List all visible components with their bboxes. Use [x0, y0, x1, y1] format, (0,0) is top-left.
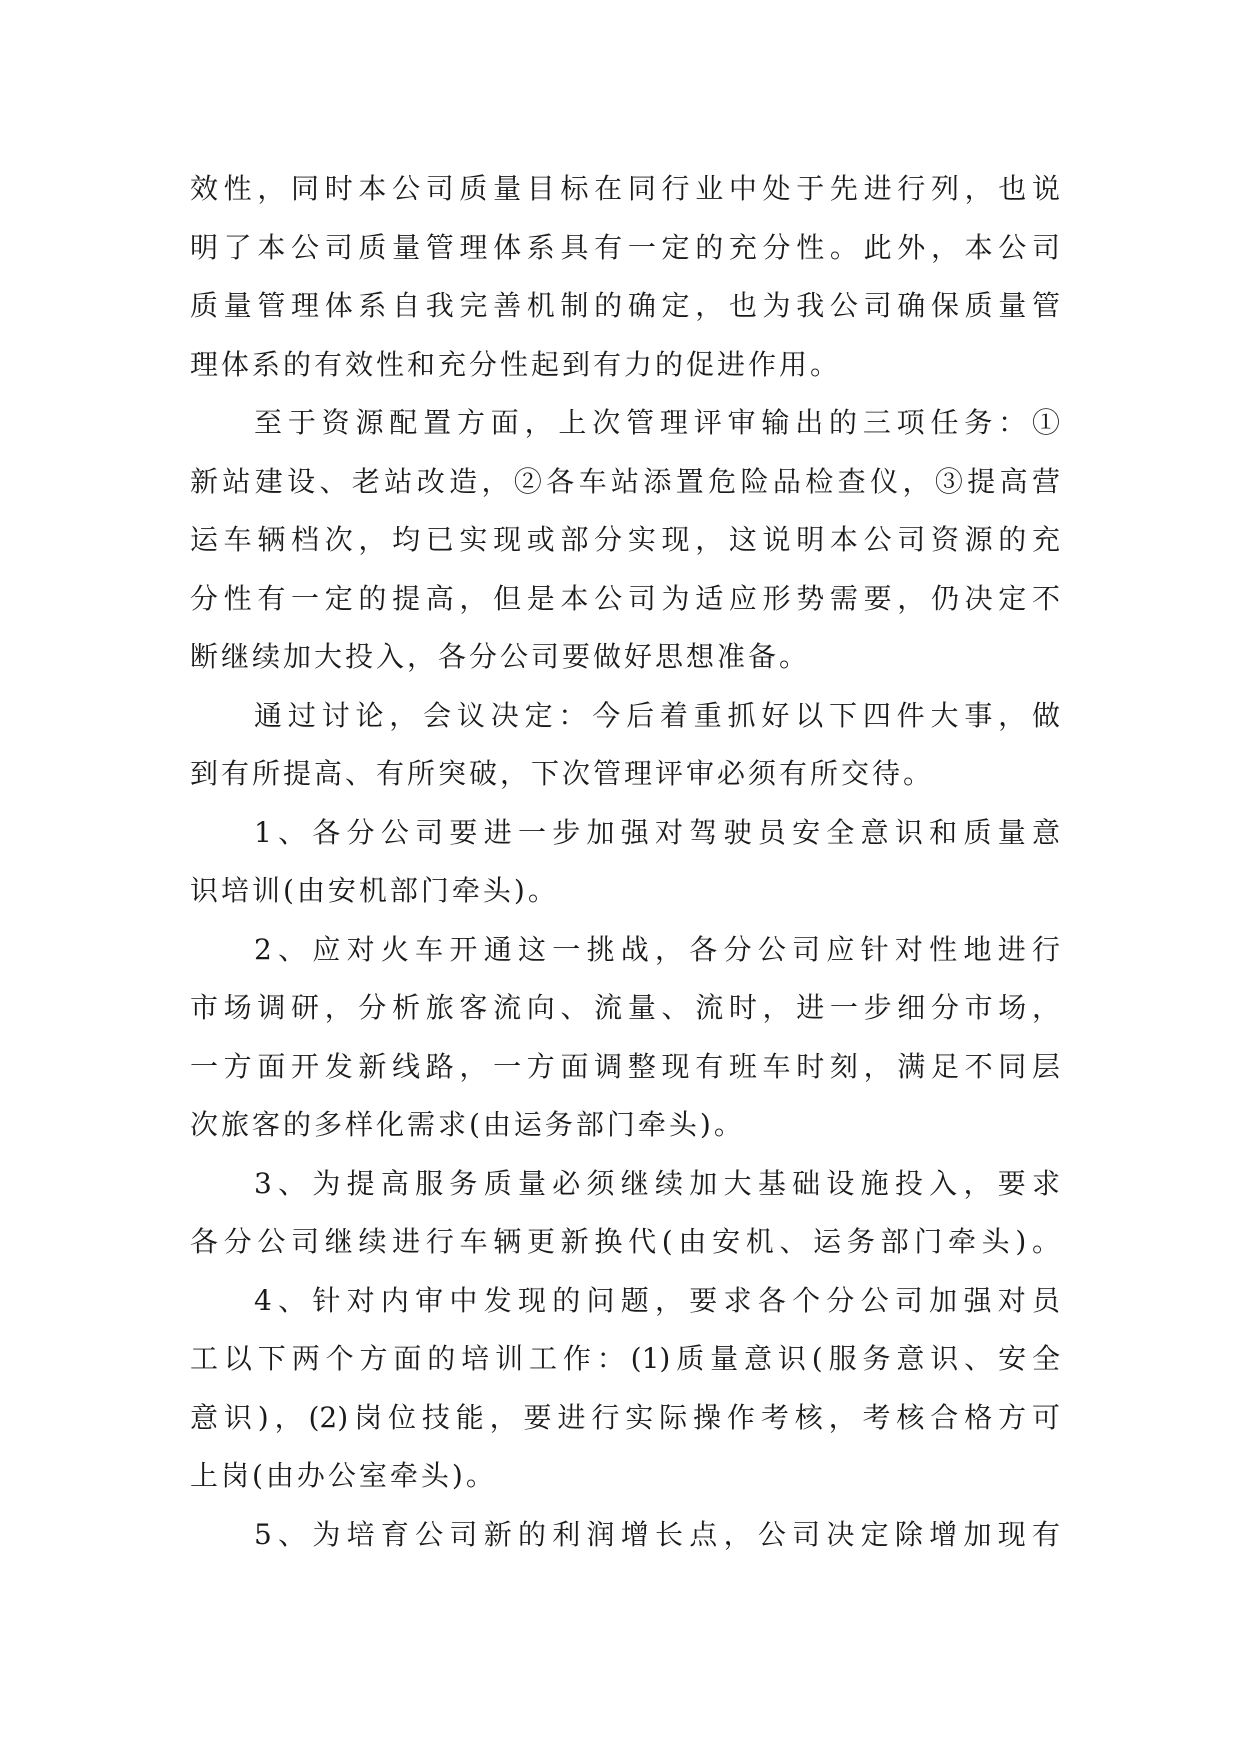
- text-line: 到有所提高、有所突破，下次管理评审必须有所交待。: [190, 757, 935, 790]
- text-line: 意识)，(2)岗位技能，要进行实际操作考核，考核合格方可: [190, 1400, 1060, 1434]
- text-line: 识培训(由安机部门牵头)。: [190, 874, 559, 907]
- list-item-2-first-line: 2、应对火车开通这一挑战，各分公司应针对性地进行: [254, 932, 1060, 966]
- text-line: 断继续加大投入，各分公司要做好思想准备。: [190, 640, 811, 673]
- text-line: 工以下两个方面的培训工作：(1)质量意识(服务意识、安全: [190, 1342, 1060, 1375]
- text-line: 理体系的有效性和充分性起到有力的促进作用。: [190, 347, 842, 381]
- text-line: 次旅客的多样化需求(由运务部门牵头)。: [190, 1108, 745, 1141]
- text-line: 明了本公司质量管理体系具有一定的充分性。此外，本公司: [190, 230, 1060, 264]
- text-line: 上岗(由办公室牵头)。: [190, 1459, 497, 1492]
- text-line: 质量管理体系自我完善机制的确定，也为我公司确保质量管: [190, 289, 1060, 322]
- list-item-5-first-line: 5、为培育公司新的利润增长点，公司决定除增加现有: [254, 1517, 1060, 1551]
- paragraph-first-line: 通过讨论，会议决定：今后着重抓好以下四件大事，做: [254, 698, 1060, 732]
- text-line: 效性，同时本公司质量目标在同行业中处于先进行列，也说: [190, 172, 1060, 205]
- text-line: 分性有一定的提高，但是本公司为适应形势需要，仍决定不: [190, 581, 1060, 615]
- list-item-3-first-line: 3、为提高服务质量必须继续加大基础设施投入，要求: [254, 1166, 1060, 1200]
- list-item-1-first-line: 1、各分公司要进一步加强对驾驶员安全意识和质量意: [254, 815, 1060, 849]
- text-line: 运车辆档次，均已实现或部分实现，这说明本公司资源的充: [190, 523, 1060, 556]
- paragraph-first-line: 至于资源配置方面，上次管理评审输出的三项任务：①: [254, 406, 1060, 439]
- document-body: [190, 160, 1060, 1564]
- text-line: 各分公司继续进行车辆更新换代(由安机、运务部门牵头)。: [190, 1225, 1060, 1258]
- text-line: 一方面开发新线路，一方面调整现有班车时刻，满足不同层: [190, 1049, 1060, 1083]
- text-line: 市场调研，分析旅客流向、流量、流时，进一步细分市场，: [190, 991, 1060, 1024]
- list-item-4-first-line: 4、针对内审中发现的问题，要求各个分公司加强对员: [254, 1283, 1060, 1317]
- text-line: 新站建设、老站改造，②各车站添置危险品检查仪，③提高营: [190, 464, 1060, 498]
